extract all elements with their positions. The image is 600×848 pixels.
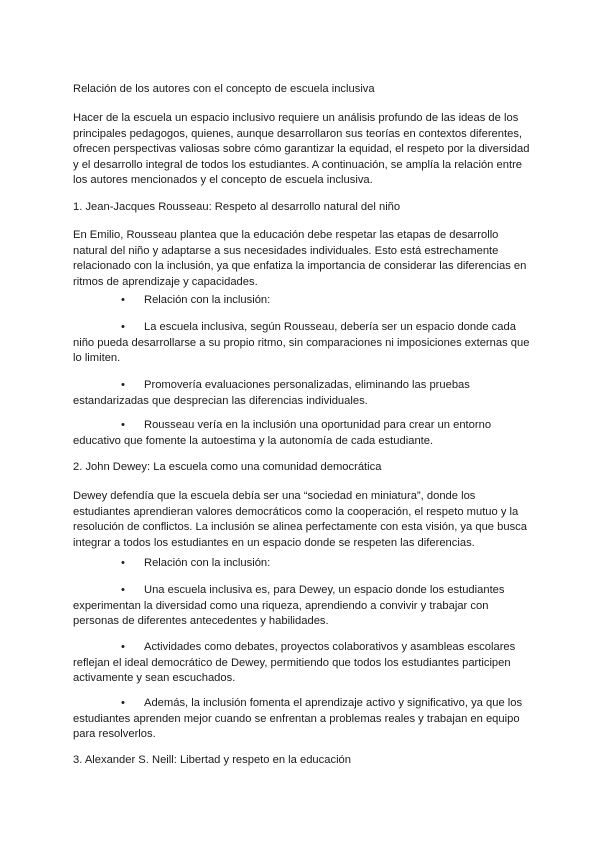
bullet-icon: •	[121, 294, 125, 306]
document-title: Relación de los autores con el concepto de escuela inclusiva	[73, 83, 375, 95]
section-heading-neill: 3. Alexander S. Neill: Libertad y respeto en la educación	[73, 754, 351, 766]
intro-paragraph: Hacer de la escuela un espacio inclusivo requiere un análisis profundo de las ideas de los principales pedagogos, quienes, aunque desarrollaron sus teorías en contextos diferentes, ofrecen perspectivas valiosas sobre cómo garantizar la equidad, el respeto por la diversidad y el desarrollo integral de todos los estudiantes. A continuación, se amplía la relación entre los autores mencionados y el concepto de escuela inclusiva.	[73, 112, 530, 187]
bullet-icon: •	[121, 379, 125, 391]
list-item: • Relación con la inclusión:	[73, 556, 531, 572]
section-paragraph-dewey: Dewey defendía que la escuela debía ser una “sociedad en miniatura”, donde los estudiantes aprendieran valores democráticos como la cooperación, el respeto mutuo y la resolución de conflictos. La inclusión se alinea perfectamente con esta visión, ya que busca integrar a todos los estudiantes en un espacio donde se respeten las diferencias.	[73, 490, 527, 549]
section-heading-dewey: 2. John Dewey: La escuela como una comunidad democrática	[73, 461, 382, 473]
bullet-icon: •	[121, 641, 125, 653]
section-paragraph-rousseau: En Emilio, Rousseau plantea que la educación debe respetar las etapas de desarrollo natural del niño y adaptarse a sus necesidades individuales. Esto está estrechamente relacionado con la inclusión, ya que enfatiza la importancia de considerar las diferencias en ritmos de aprendizaje y capacidades.	[73, 229, 527, 288]
section-heading-rousseau: 1. Jean-Jacques Rousseau: Respeto al desarrollo natural del niño	[73, 201, 401, 213]
list-item: • Además, la inclusión fomenta el aprendizaje activo y significativo, ya que los estudiantes aprenden mejor cuando se enfrentan a problemas reales y trabajan en equipo para resolverlos.	[73, 697, 523, 741]
list-item: • Promovería evaluaciones personalizadas, eliminando las pruebas estandarizadas que desprecian las diferencias individuales.	[73, 379, 470, 407]
bullet-icon: •	[121, 557, 125, 569]
bullet-icon: •	[121, 419, 125, 431]
bullet-icon: •	[121, 697, 125, 709]
bullet-icon: •	[121, 321, 125, 333]
list-item: • Una escuela inclusiva es, para Dewey, un espacio donde los estudiantes experimentan la diversidad como una riqueza, aprendiendo a convivir y trabajar con personas de diferentes antecedentes y habilidades.	[73, 584, 505, 628]
bullet-icon: •	[121, 584, 125, 596]
list-item: • Relación con la inclusión:	[73, 293, 531, 309]
list-item: • Rousseau vería en la inclusión una oportunidad para crear un entorno educativo que fomente la autoestima y la autonomía de cada estudiante.	[73, 419, 492, 447]
list-item: • Actividades como debates, proyectos colaborativos y asambleas escolares reflejan el ideal democrático de Dewey, permitiendo que todos los estudiantes participen activamente y sean escuchados.	[73, 641, 516, 685]
list-item: • La escuela inclusiva, según Rousseau, debería ser un espacio donde cada niño pueda desarrollarse a su propio ritmo, sin comparaciones ni imposiciones externas que lo limiten.	[73, 321, 530, 365]
